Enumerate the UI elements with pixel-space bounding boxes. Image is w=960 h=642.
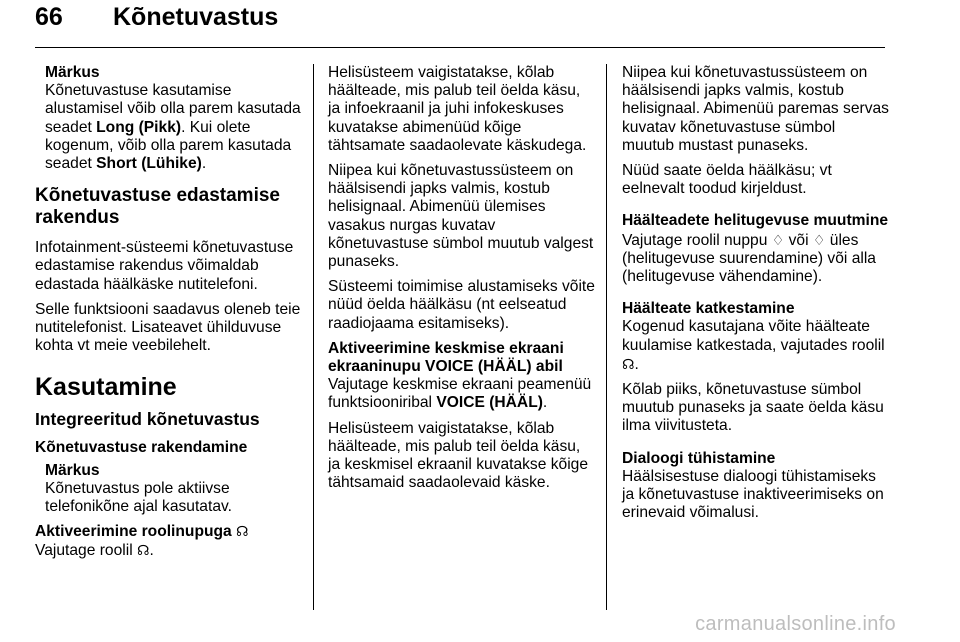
note-box-1: [45, 64, 303, 173]
column-divider-2: [606, 64, 607, 610]
subheading-start: Kõnetuvastuse rakendamine: [35, 439, 248, 457]
volume-icon: ♢: [771, 231, 785, 248]
note-text: Kõnetuvastus pole aktiivse telefonikõne ajal kasutatav.: [45, 479, 232, 516]
volume-icon: ♢: [812, 231, 826, 248]
text: või: [784, 231, 813, 249]
paragraph: [622, 231, 890, 287]
subheading-wheel: [35, 522, 303, 541]
text: .: [634, 355, 639, 373]
voice-control-icon: ☊: [137, 542, 150, 559]
column-3: [622, 64, 890, 529]
voice-control-icon: ☊: [622, 355, 635, 372]
subheading-cancel: Dialoogi tühistamine: [622, 449, 776, 467]
column-2: [328, 64, 596, 499]
paragraph: [328, 376, 596, 412]
watermark: carmanualsonline.info: [695, 613, 896, 635]
text: Vajutage keskmise ekraani peamenüü funktsiooniribal: [328, 376, 592, 412]
column-1: [35, 64, 303, 568]
paragraph: Häälsisestuse dialoogi tühistamiseks ja kõnetuvastuse inaktiveerimiseks on erinevaid võimalusi.: [622, 467, 884, 522]
text: .: [149, 542, 154, 560]
paragraph: Kõlab piiks, kõnetuvastuse sümbol muutub punaseks ja saate öelda käsu ilma viivitusteta.: [622, 381, 884, 435]
page-header: [35, 0, 885, 46]
voice-button-label: VOICE (HÄÄL): [436, 394, 543, 412]
paragraph: Infotainment-süsteemi kõnetuvastuse edastamise rakendus võimaldab edastada häälkäske nutitelefoni.: [35, 239, 294, 293]
voice-control-icon: ☊: [236, 523, 249, 540]
setting-long: Long (Pikk): [96, 118, 182, 136]
paragraph: Helisüsteem vaigistatakse, kõlab häälteade, mis palub teil öelda käsu, ja keskmisel ekraanil kuvatakse kõige tähtsamaid saadaolevaid käske.: [328, 419, 589, 492]
paragraph: Süsteemi toimimise alustamiseks võite nüüd öelda häälkäsu (nt eelseatud raadiojaama esitamiseks).: [328, 278, 595, 332]
heading-usage: Kasutamine: [35, 373, 177, 402]
paragraph: Helisüsteem vaigistatakse, kõlab häälteade, mis palub teil öelda käsu, ja infoekraanil ja juhi infokeskuses kuvatakse abimenüüd kõige tähtsamate saadaolevate käskudega.: [328, 64, 587, 154]
note-text: .: [201, 155, 207, 173]
subheading-text: Aktiveerimine roolinupuga: [35, 523, 232, 541]
heading-forwarding: Kõnetuvastuse edastamise rakendus: [35, 185, 280, 229]
chapter-title: Kõnetuvastus: [113, 3, 279, 31]
header-rule: [35, 47, 885, 48]
subheading-volume: Häälteadete helitugevuse muutmine: [622, 212, 889, 230]
paragraph: Niipea kui kõnetuvastussüsteem on häälsisendi japks valmis, kostub helisignaal. Abimenüü ülemises vasakus nurgas kuvatav kõnetuvastuse sümbol muutub valgest punaseks.: [328, 162, 594, 271]
text: .: [542, 394, 548, 412]
note-text: . Kui olete kogenum, võib olla parem kasutada seadet: [45, 118, 292, 173]
subheading-interrupt: Häälteate katkestamine: [622, 300, 795, 318]
paragraph: Niipea kui kõnetuvastussüsteem on häälsisendi japks valmis, kostub helisignaal. Abimenüü paremas servas kuvatav kõnetuvastuse sümbol muutub mustast punaseks.: [622, 64, 889, 154]
paragraph: Selle funktsiooni saadavus oleneb teie nutitelefonist. Lisateavet ühilduvuse kohta vt meie veebilehelt.: [35, 300, 301, 355]
page-number: 66: [35, 3, 63, 31]
note-box-2: [45, 462, 303, 517]
setting-short: Short (Lühike): [96, 155, 202, 173]
paragraph: Nüüd saate öelda häälkäsu; vt eelnevalt toodud kirjeldust.: [622, 162, 832, 198]
paragraph: [622, 318, 890, 374]
note-title: Märkus: [45, 461, 100, 479]
note-text: Kõnetuvastuse kasutamise alustamisel võib olla parem kasutada seadet: [45, 82, 301, 136]
text: Vajutage roolil: [35, 542, 137, 560]
text: Kogenud kasutajana võite häälteate kuulamise katkestada, vajutades roolil: [622, 318, 885, 354]
subheading-center-screen: Aktiveerimine keskmise ekraani ekraaninupu VOICE (HÄÄL) abil: [328, 339, 564, 376]
text: Vajutage roolil nuppu: [622, 231, 772, 249]
column-divider-1: [313, 64, 314, 610]
text: üles (helitugevuse suurendamine) või alla (helitugevuse vähendamine).: [622, 231, 876, 286]
paragraph: [35, 541, 303, 560]
heading-integrated: Integreeritud kõnetuvastus: [35, 409, 260, 430]
note-title: Märkus: [45, 64, 100, 81]
